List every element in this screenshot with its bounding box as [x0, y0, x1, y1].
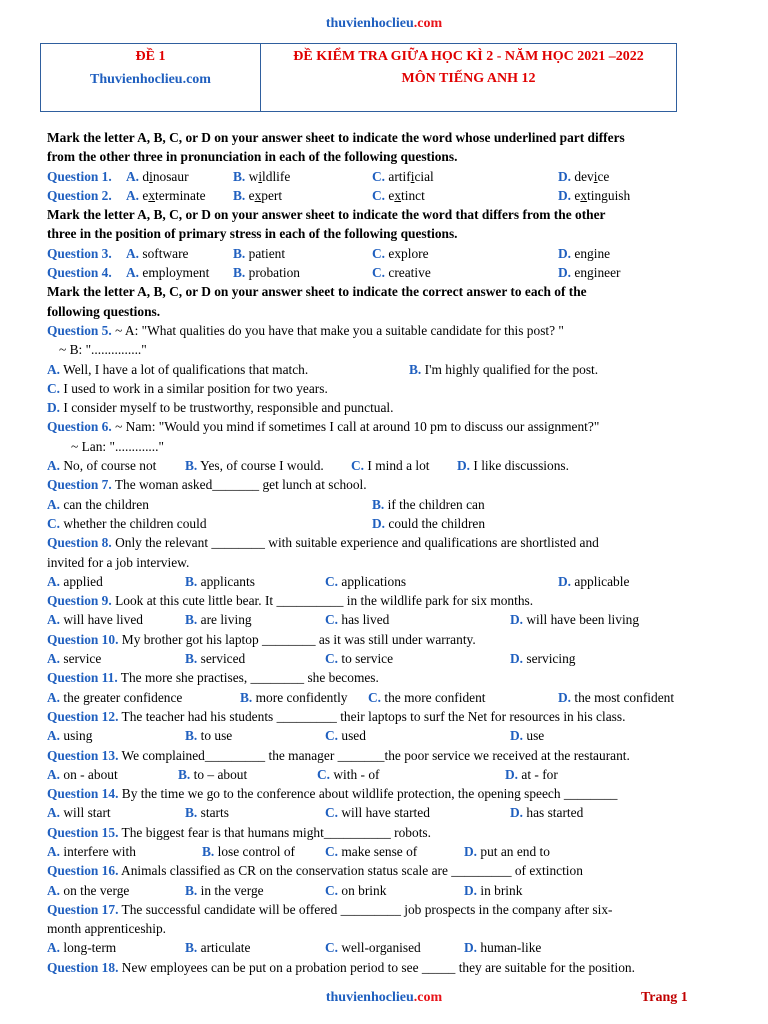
- option-b: B. Yes, of course I would.: [185, 458, 324, 474]
- question-18: Question 18. New employees can be put on a probation period to see _____ they are suitable for the position.: [47, 959, 635, 975]
- option-d: D. the most confident: [558, 689, 675, 705]
- question-3: Question 3. A. software B. patient C. explore D. engine: [47, 244, 727, 263]
- option-d: D. put an end to: [464, 843, 550, 859]
- question-9: Question 9. Look at this cute little bear. It __________ in the wildlife park for six months.: [47, 593, 534, 609]
- option-d: D. engineer: [558, 265, 621, 281]
- option-c: C. the more confident: [368, 689, 486, 705]
- question-6: Question 6. ~ Nam: "Would you mind if sometimes I call at around 10 pm to discuss our assignment?": [47, 419, 600, 435]
- option-c: C. applications: [325, 573, 407, 589]
- question-14: Question 14. By the time we go to the conference about wildlife protection, the opening speech ________: [47, 786, 618, 802]
- exam-body: Mark the letter A, B, C, or D on your answer sheet to indicate the word whose underlined part differs from the other three in pronunciation in each of the following questions. Question 1. A. dinosaur B. wildlife C. artificial D. device Question 2. A. exterminate B. expert C. extinct D. extinguish Mark the letter A, B, C, or D on your answer sheet to indicate the word that differs from the other three in the position of primary stress in each of the following questions. Question 3. A. software B. patient C. explore D. engine Question 4. A. employment B. probation C. creative D. engineer Mark the letter A, B, C, or D on your answer sheet to indicate the correct answer to each of the following questions. Question 5. ~ A: "What qualities do you have that make you a suitable candidate for this post? " ~ B: "..............." A. Well, I have a lot of qualifications that match. B. I'm highly qualified for the post. C. I used to work in a similar position for two years. D. I consider myself to be trustworthy, responsible and punctual. Question 6. ~ Nam: "Would you mind if sometimes I call at around 10 pm to discuss our assignment?" ~ Lan: "............." A. No, of course not B. Yes, of course I would. C. I mind a lot D. I like discussions. Question 7. The woman asked_______ get lunch at school. A. can the children B. if the children can C. whether the children could D. could the children Question 8. Only the relevant ________ with suitable experience and qualifications are shortlisted and invited for a job interview. A. applied B. applicants C. applications D. applicable Question 9. Look at this cute little bear. It __________ in the wildlife park for six months. A. will have lived B. are living C. has lived D. will have been living Question 10. My brother got his laptop ________ as it was still under warranty. A. service B. serviced C. to service D. servicing Question 11. The more she practises, ________ she becomes. A. the greater confidence B. more confidently C. the more confident D. the most confident Question 12. The teacher had his students _________ their laptops to surf the Net for resources in his class. A. using B. to use C. used D. use Question 13. We complained_________ the manager _______the poor service we received at the restaurant. A. on - about B. to – about C. with - of D. at - for Question 14. By the time we go to the conference about wildlife protection, the opening speech ________ A. will start B. starts C. will have started D. has started Question 15. The biggest fear is that humans might__________ robots. A. interfere with B. lose control of C. make sense of D. put an end to Question 16. Animals classified as CR on the conservation status scale are _________ of extinction A. on the verge B. in the verge C. on brink D. in brink Question 17. The successful candidate will be offered _________ job prospects in the company after six- month apprenticeship. A. long-term B. articulate C. well-organised D. human-like Question 18. New employees can be put on a probation period to see _____ they are suitable for the position.: [47, 128, 727, 977]
- question-13: Question 13. We complained_________ the manager _______the poor service we received at the restaurant.: [47, 747, 630, 763]
- option-c: C. explore: [372, 245, 429, 261]
- exam-subject: MÔN TIẾNG ANH 12: [401, 71, 536, 86]
- option-b: B. articulate: [185, 940, 251, 956]
- option-c: C. will have started: [325, 805, 430, 821]
- option-c: C. on brink: [325, 882, 387, 898]
- option-b: B. if the children can: [372, 496, 485, 512]
- question-10: Question 10. My brother got his laptop ________ as it was still under warranty.: [47, 631, 476, 647]
- question-11: Question 11. The more she practises, ________ she becomes.: [47, 670, 379, 686]
- option-a: A. will have lived: [47, 612, 143, 628]
- option-d: D. in brink: [464, 882, 523, 898]
- option-c: C. make sense of: [325, 843, 418, 859]
- site-header: [0, 16, 768, 32]
- page-number: Trang 1: [641, 990, 688, 1005]
- option-c: C. with - of: [317, 766, 380, 782]
- option-c: C. used: [325, 728, 366, 744]
- option-b: B. to – about: [178, 766, 248, 782]
- footer-site: thuvienhoclieu.com: [325, 990, 443, 1005]
- option-d: D. servicing: [510, 651, 576, 667]
- option-b: B. wildlife: [233, 168, 291, 184]
- option-b: B. expert: [233, 187, 283, 203]
- instruction-stress: Mark the letter A, B, C, or D on your answer sheet to indicate the word that differs from the other: [47, 207, 606, 223]
- option-d: D. has started: [510, 805, 584, 821]
- question-2: Question 2. A. exterminate B. expert C. extinct D. extinguish: [47, 186, 727, 205]
- option-a: A. using: [47, 728, 93, 744]
- exam-header-left: [41, 44, 261, 111]
- option-b: B. I'm highly qualified for the post.: [409, 361, 599, 377]
- option-d: D. could the children: [372, 515, 486, 531]
- option-c: C. artificial: [372, 168, 434, 184]
- instruction-correct-answer: Mark the letter A, B, C, or D on your answer sheet to indicate the correct answer to each of the: [47, 284, 587, 300]
- option-c: C. I mind a lot: [351, 458, 430, 474]
- option-b: B. to use: [185, 728, 233, 744]
- question-1: Question 1. A. dinosaur B. wildlife C. artificial D. device: [47, 167, 727, 186]
- option-c: C. whether the children could: [47, 515, 207, 531]
- exam-source: Thuvienhoclieu.com: [90, 72, 211, 87]
- option-d: D. at - for: [505, 766, 558, 782]
- option-a: A. the greater confidence: [47, 689, 183, 705]
- option-d: D. engine: [558, 245, 611, 261]
- exam-code: ĐỀ 1: [135, 49, 166, 64]
- instruction-pronunciation: Mark the letter A, B, C, or D on your answer sheet to indicate the word whose underlined part differs: [47, 130, 625, 145]
- option-b: B. probation: [233, 265, 300, 281]
- option-a: A. No, of course not: [47, 458, 157, 474]
- question-7: Question 7. The woman asked_______ get lunch at school.: [47, 477, 367, 493]
- question-12: Question 12. The teacher had his students _________ their laptops to surf the Net for resources in his class.: [47, 708, 626, 724]
- option-b: B. serviced: [185, 651, 246, 667]
- option-c: C. extinct: [372, 187, 425, 203]
- option-a: A. can the children: [47, 496, 149, 512]
- option-b: B. starts: [185, 805, 229, 821]
- site-name: thuvienhoclieu: [325, 16, 414, 31]
- option-a: A. applied: [47, 573, 103, 589]
- option-d: D. human-like: [464, 940, 542, 956]
- option-d: D. use: [510, 728, 545, 744]
- question-17: Question 17. The successful candidate will be offered _________ job prospects in the company after six-: [47, 901, 613, 917]
- option-d: D. device: [558, 168, 610, 184]
- option-a: A. will start: [47, 805, 111, 821]
- option-a: A. on the verge: [47, 882, 130, 898]
- exam-title: ĐỀ KIỂM TRA GIỮA HỌC KÌ 2 - NĂM HỌC 2021 –2022: [293, 49, 644, 64]
- option-c: C. I used to work in a similar position for two years.: [47, 380, 328, 396]
- option-a: A. exterminate: [126, 187, 206, 203]
- option-b: B. in the verge: [185, 882, 264, 898]
- option-a: A. Well, I have a lot of qualifications that match.: [47, 361, 309, 377]
- option-c: C. creative: [372, 265, 431, 281]
- option-b: B. are living: [185, 612, 252, 628]
- option-b: B. lose control of: [202, 843, 295, 859]
- option-d: D. extinguish: [558, 187, 631, 203]
- option-d: D. will have been living: [510, 612, 640, 628]
- question-16: Question 16. Animals classified as CR on the conservation status scale are _________ of extinction: [47, 863, 583, 879]
- question-8: Question 8. Only the relevant ________ with suitable experience and qualifications are shortlisted and: [47, 535, 599, 551]
- option-a: A. on - about: [47, 766, 118, 782]
- option-a: A. employment: [126, 265, 210, 281]
- option-c: C. well-organised: [325, 940, 421, 956]
- option-a: A. software: [126, 245, 189, 261]
- option-a: A. interfere with: [47, 843, 136, 859]
- option-b: B. patient: [233, 245, 286, 261]
- exam-header-right: [261, 44, 676, 111]
- option-b: B. applicants: [185, 573, 255, 589]
- option-a: A. long-term: [47, 940, 117, 956]
- option-a: A. dinosaur: [126, 168, 189, 184]
- question-15: Question 15. The biggest fear is that humans might__________ robots.: [47, 824, 431, 840]
- option-d: D. applicable: [558, 573, 630, 589]
- site-domain: .com: [413, 16, 443, 31]
- option-d: D. I consider myself to be trustworthy, responsible and punctual.: [47, 400, 394, 416]
- option-a: A. service: [47, 651, 102, 667]
- question-4: Question 4. A. employment B. probation C. creative D. engineer: [47, 263, 727, 282]
- option-c: C. to service: [325, 651, 394, 667]
- exam-header-table: [40, 43, 677, 112]
- option-d: D. I like discussions.: [457, 458, 569, 474]
- option-b: B. more confidently: [240, 689, 348, 705]
- question-5: Question 5. ~ A: "What qualities do you have that make you a suitable candidate for this post? ": [47, 322, 564, 338]
- option-c: C. has lived: [325, 612, 390, 628]
